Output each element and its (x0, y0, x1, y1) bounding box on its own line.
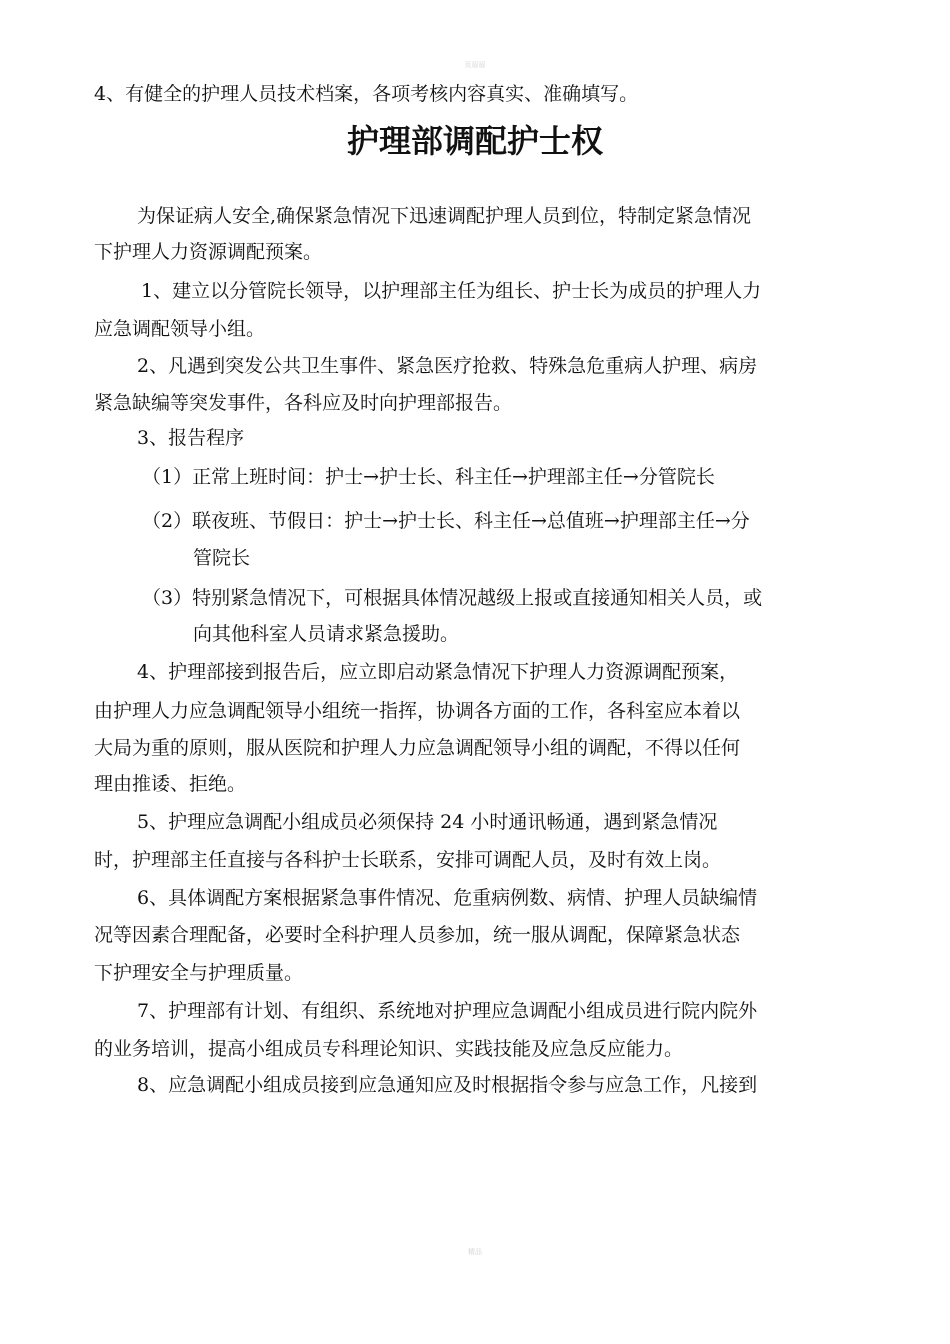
subitem-2-line-2: 管院长 (193, 547, 251, 569)
subitem-3-line-1: （3）特别紧急情况下，可根据具体情况越级上报或直接通知相关人员，或 (142, 587, 763, 609)
subitem-2-line-1: （2）联夜班、节假日：护士→护士长、科主任→总值班→护理部主任→分 (142, 510, 750, 532)
paragraph-intro-line-2: 下护理人力资源调配预案。 (94, 241, 323, 263)
item-4-line-1: 4、护理部接到报告后，应立即启动紧急情况下护理人力资源调配预案， (137, 661, 739, 683)
item-5-line-2: 时，护理部主任直接与各科护士长联系，安排可调配人员，及时有效上岗。 (94, 849, 722, 871)
intro-line: 4、有健全的护理人员技术档案，各项考核内容真实、准确填写。 (94, 83, 639, 105)
item-5-line-1: 5、护理应急调配小组成员必须保持 24 小时通讯畅通，遇到紧急情况 (137, 811, 718, 833)
item-6-line-1: 6、具体调配方案根据紧急事件情况、危重病例数、病情、护理人员缺编情 (137, 887, 758, 909)
page-title: 护理部调配护士权 (346, 122, 603, 160)
item-3-heading: 3、报告程序 (137, 427, 245, 449)
item-6-line-2: 况等因素合理配备，必要时全科护理人员参加，统一服从调配，保障紧急状态 (94, 924, 741, 946)
item-2-line-2: 紧急缺编等突发事件，各科应及时向护理部报告。 (94, 392, 513, 414)
header-watermark: 页眉眉 (464, 61, 486, 69)
subitem-1: （1）正常上班时间：护士→护士长、科主任→护理部主任→分管院长 (142, 466, 715, 488)
item-2-line-1: 2、凡遇到突发公共卫生事件、紧急医疗抢救、特殊急危重病人护理、病房 (137, 355, 758, 377)
item-6-line-3: 下护理安全与护理质量。 (94, 962, 304, 984)
paragraph-intro-line-1: 为保证病人安全,确保紧急情况下迅速调配护理人员到位，特制定紧急情况 (137, 205, 752, 227)
item-1-line-2: 应急调配领导小组。 (94, 318, 266, 340)
item-7-line-1: 7、护理部有计划、有组织、系统地对护理应急调配小组成员进行院内院外 (137, 1000, 758, 1022)
item-8-line-1: 8、应急调配小组成员接到应急通知应及时根据指令参与应急工作，凡接到 (137, 1074, 758, 1096)
item-4-line-4: 理由推诿、拒绝。 (94, 773, 247, 795)
item-1-line-1: 1、建立以分管院长领导，以护理部主任为组长、护士长为成员的护理人力 (141, 280, 762, 302)
item-4-line-2: 由护理人力应急调配领导小组统一指挥，协调各方面的工作，各科室应本着以 (94, 700, 741, 722)
item-7-line-2: 的业务培训，提高小组成员专科理论知识、实践技能及应急反应能力。 (94, 1038, 684, 1060)
subitem-3-line-2: 向其他科室人员请求紧急援助。 (193, 623, 460, 645)
footer-watermark: 精品 (468, 1248, 482, 1256)
item-4-line-3: 大局为重的原则，服从医院和护理人力应急调配领导小组的调配，不得以任何 (94, 737, 741, 759)
